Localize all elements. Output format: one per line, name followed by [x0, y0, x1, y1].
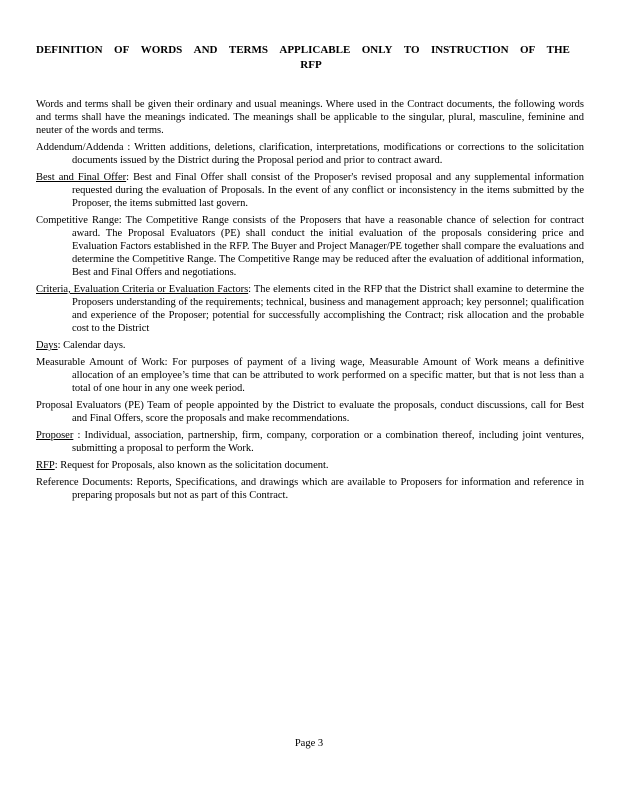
definition-entry — [36, 283, 584, 335]
definition-term: Proposer — [36, 430, 74, 441]
definition-entry — [36, 339, 584, 352]
heading-word: APPLICABLE — [279, 44, 351, 56]
definition-term: Proposal Evaluators (PE) — [36, 400, 144, 411]
page-number: Page 3 — [294, 738, 324, 749]
definition-entry — [36, 141, 584, 167]
definition-text: Request for Proposals, also known as the solicitation document. — [60, 460, 329, 471]
definition-entry — [36, 214, 584, 279]
definition-text: Written additions, deletions, clarification, interpretations, modifications or corrections to the solicitation documents issued by the District during the Proposal period and prior to contract award. — [72, 142, 584, 166]
definition-entry — [36, 429, 584, 455]
definition-text: The Competitive Range consists of the Proposers that have a reasonable chance of selection for contract award. The Proposal Evaluators (PE) shall conduct the initial evaluation of the proposals considering price and Evaluation Factors established in the RFP. The Buyer and Project Manager/PE together shall compare the evaluations and determine the Competitive Range. The Competitive Range may be reduced after the evaluation of additional information, Best and Final Offers and negotiations. — [72, 215, 584, 278]
definition-text: The elements cited in the RFP that the District shall examine to determine the Proposers understanding of the requirements; technical, business and management approach; key personnel; qualification and experience of the Proposer; potential for successfully accomplishing the Contract; risk allocation and the probable cost to the District — [72, 284, 584, 334]
heading-word: TERMS — [228, 44, 268, 56]
heading-word: OF — [519, 44, 536, 56]
heading-word: OF — [114, 44, 130, 56]
definition-text: Calendar days. — [63, 340, 126, 351]
definition-text: For purposes of payment of a living wage, Measurable Amount of Work means a definitive allocation of an employee’s time that can be attributed to work performed on a specific matter, but that is not less than a total of one hour in any one week period. — [72, 357, 584, 394]
definition-term: Best and Final Offer — [36, 172, 127, 183]
definitions-body — [36, 98, 584, 506]
definition-separator: : — [123, 142, 135, 153]
intro-paragraph: Words and terms shall be given their ordinary and usual meanings. Where used in the Contract documents, the following words and terms shall have the meanings indicated. The meanings shall be applicable to the singular, plural, masculine, feminine and neuter of the words and terms. — [36, 99, 584, 136]
definition-term: Days — [36, 340, 58, 351]
definition-entry — [36, 476, 584, 502]
definition-term: Measurable Amount of Work — [36, 357, 165, 368]
definition-term: Addendum/Addenda — [36, 142, 124, 153]
definition-entry — [36, 459, 584, 472]
heading-line-2: RFP — [300, 59, 322, 71]
definition-separator: : — [164, 357, 173, 368]
definition-separator: : — [57, 340, 64, 351]
heading-word: AND — [193, 44, 218, 56]
definition-separator: : — [126, 172, 134, 183]
definition-entry — [36, 171, 584, 210]
section-heading — [36, 43, 586, 72]
definition-term: Criteria, Evaluation Criteria or Evaluation Factors — [36, 284, 249, 295]
definition-separator: : — [54, 460, 61, 471]
definition-separator: : — [129, 477, 137, 488]
definition-entry — [36, 356, 584, 395]
definition-text: Individual, association, partnership, firm, company, corporation or a combination thereof, including joint ventures, submitting a proposal to perform the Work. — [72, 430, 584, 454]
definition-term: Reference Documents — [36, 477, 130, 488]
heading-word: THE — [546, 44, 570, 56]
definition-separator: : — [118, 215, 126, 226]
definition-text: Reports, Specifications, and drawings which are available to Proposers for information and reference in preparing proposals but not as part of this Contract. — [72, 477, 584, 501]
definition-text: Team of people appointed by the District to evaluate the proposals, conduct discussions, call for Best and Final Offers, score the proposals and make recommendations. — [72, 400, 585, 424]
definition-text: Best and Final Offer shall consist of the Proposer's revised proposal and any supplemental information requested during the evaluation of Proposals. In the event of any conflict or inconsistency in the items submitted by the Proposer, the items submitted last govern. — [72, 172, 584, 209]
definition-entry — [36, 399, 584, 425]
definition-separator: : — [248, 284, 254, 295]
heading-word: INSTRUCTION — [430, 44, 509, 56]
heading-word: ONLY — [361, 44, 393, 56]
definition-term: Competitive Range — [36, 215, 119, 226]
definition-term: RFP — [36, 460, 55, 471]
definition-separator: : — [73, 430, 85, 441]
heading-line-1 — [36, 43, 586, 57]
heading-word: TO — [403, 44, 420, 56]
heading-word: DEFINITION — [36, 44, 103, 56]
heading-word: WORDS — [140, 44, 183, 56]
